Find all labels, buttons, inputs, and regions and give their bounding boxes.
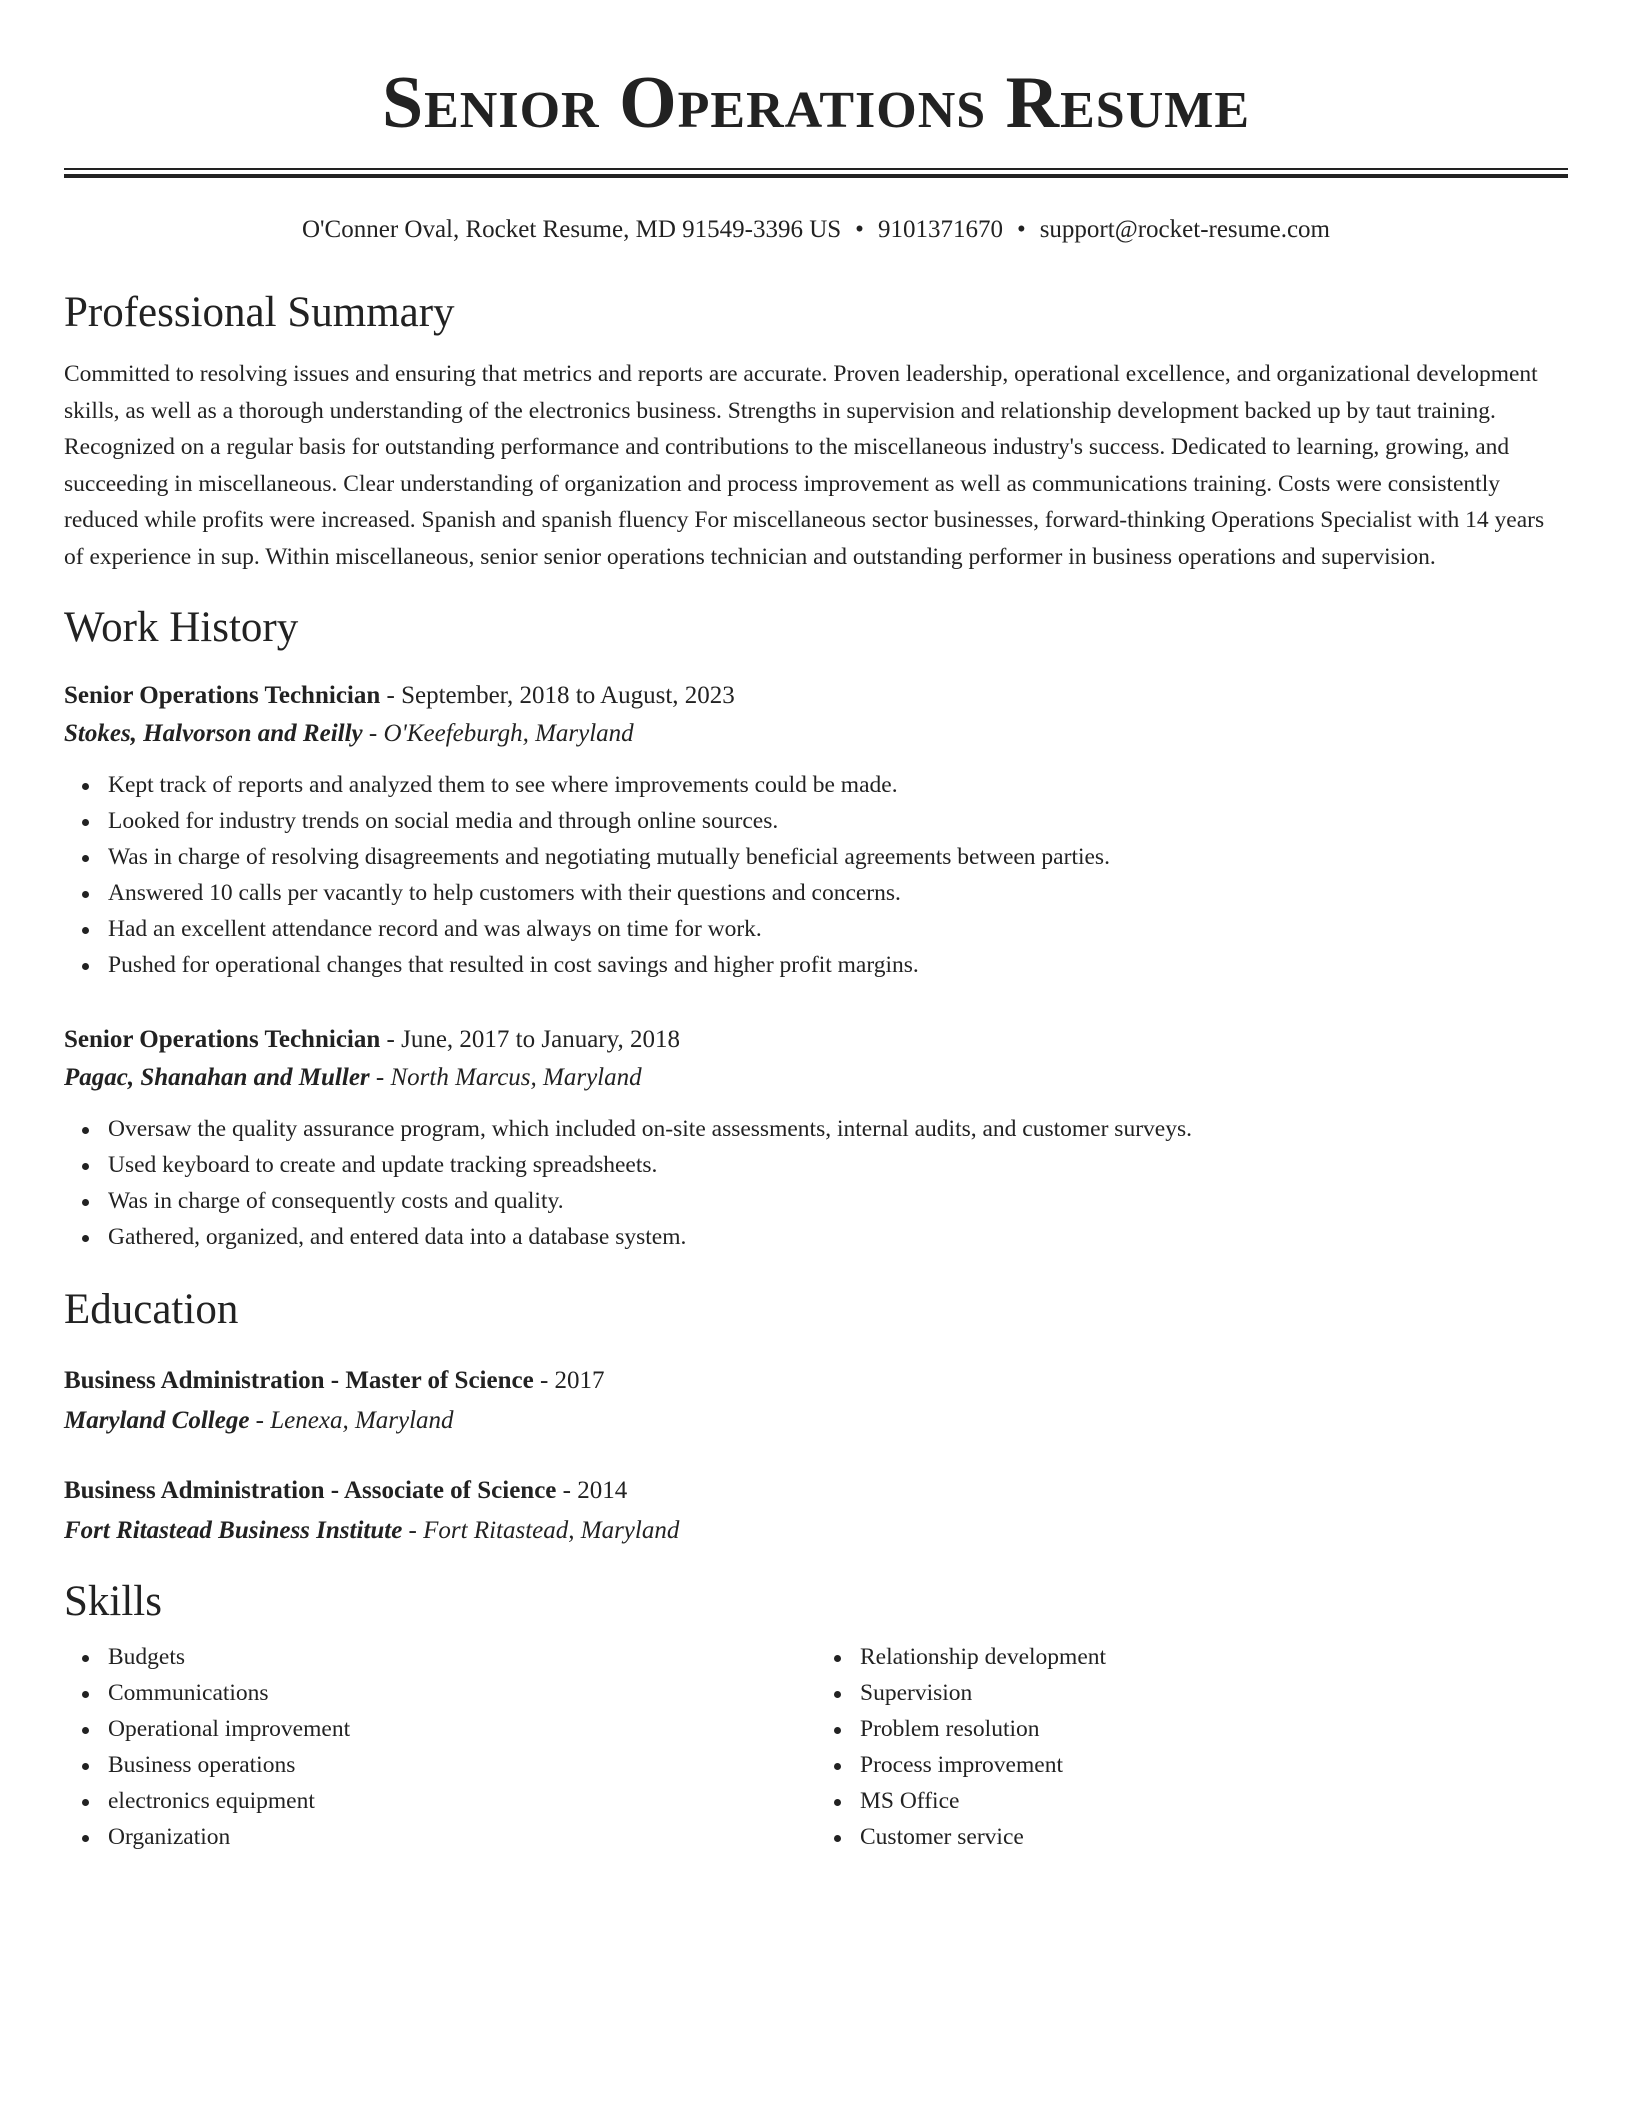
education-degree-line — [64, 1361, 1568, 1401]
job-bullet: Was in charge of consequently costs and quality. — [108, 1183, 1568, 1219]
job-title-line — [64, 1021, 1568, 1059]
education-field: Business Administration — [64, 1367, 325, 1394]
resume-title: Senior Operations Resume — [381, 62, 1251, 144]
job-bullet-list — [64, 1111, 1568, 1255]
job-entry — [64, 677, 1568, 983]
job-title: Senior Operations Technician — [64, 1026, 381, 1053]
skill-item: Customer service — [860, 1819, 1568, 1855]
job-bullet-list — [64, 767, 1568, 983]
education-degree: Master of Science — [345, 1367, 534, 1394]
skill-item: Communications — [108, 1675, 816, 1711]
job-location: O'Keefeburgh, Maryland — [383, 720, 634, 747]
skills-columns — [64, 1639, 1568, 1855]
education-heading: Education — [64, 1286, 239, 1333]
contact-separator: • — [1016, 216, 1026, 243]
education-separator: - — [556, 1477, 578, 1504]
education-year: 2017 — [554, 1367, 605, 1394]
job-dates: September, 2018 to August, 2023 — [401, 682, 735, 709]
job-separator: - — [362, 720, 384, 747]
job-bullet: Pushed for operational changes that resulted in cost savings and higher profit margins. — [108, 947, 1568, 983]
job-dates: June, 2017 to January, 2018 — [401, 1026, 680, 1053]
job-location: North Marcus, Maryland — [390, 1064, 642, 1091]
job-bullet: Used keyboard to create and update tracking spreadsheets. — [108, 1147, 1568, 1183]
contact-address: O'Conner Oval, Rocket Resume, MD 91549-3396 US — [301, 216, 842, 243]
job-company-line — [64, 1059, 1568, 1097]
job-bullet: Answered 10 calls per vacantly to help customers with their questions and concerns. — [108, 875, 1568, 911]
education-separator: - — [324, 1477, 344, 1504]
contact-phone: 9101371670 — [877, 216, 1003, 243]
contact-email: support@rocket-resume.com — [1039, 216, 1330, 243]
education-school: Maryland College — [64, 1407, 250, 1434]
summary-text: Committed to resolving issues and ensuring that metrics and reports are accurate. Proven leadership, operational excellence, and organizational development skills, as well as a thorough understanding of the electronics business. Strengths in supervision and relationship development backed up by taut training. Recognized on a regular basis for outstanding performance and contributions to the miscellaneous industry's success. Dedicated to learning, growing, and succeeding in miscellaneous. Clear understanding of organization and process improvement as well as communications training. Costs were consistently reduced while profits were increased. Spanish and spanish fluency For miscellaneous sector businesses, forward-thinking Operations Specialist with 14 years of experience in sup. Within miscellaneous, senior senior operations technician and outstanding performer in business operations and supervision. — [64, 361, 1545, 570]
education-school: Fort Ritastead Business Institute — [64, 1517, 403, 1544]
job-title-line — [64, 677, 1568, 715]
job-separator: - — [380, 1026, 402, 1053]
skill-item: Problem resolution — [860, 1711, 1568, 1747]
job-bullet: Looked for industry trends on social media and through online sources. — [108, 803, 1568, 839]
education-location: Lenexa, Maryland — [270, 1407, 454, 1434]
job-title: Senior Operations Technician — [64, 682, 381, 709]
contact-line — [64, 214, 1568, 246]
job-separator: - — [369, 1064, 391, 1091]
skill-item: Organization — [108, 1819, 816, 1855]
job-bullet: Was in charge of resolving disagreements and negotiating mutually beneficial agreements between parties. — [108, 839, 1568, 875]
job-company: Stokes, Halvorson and Reilly — [64, 720, 363, 747]
job-bullet: Oversaw the quality assurance program, which included on-site assessments, internal audits, and customer surveys. — [108, 1111, 1568, 1147]
education-separator: - — [249, 1407, 271, 1434]
skills-list-left — [64, 1639, 816, 1855]
education-degree: Associate of Science — [343, 1477, 557, 1504]
job-company-line — [64, 715, 1568, 753]
skill-item: Process improvement — [860, 1747, 1568, 1783]
skill-item: Relationship development — [860, 1639, 1568, 1675]
skill-item: Budgets — [108, 1639, 816, 1675]
education-entry — [64, 1361, 1568, 1441]
job-bullet: Had an excellent attendance record and was always on time for work. — [108, 911, 1568, 947]
education-degree-line — [64, 1471, 1568, 1511]
education-separator: - — [324, 1367, 346, 1394]
job-bullet: Kept track of reports and analyzed them to see where improvements could be made. — [108, 767, 1568, 803]
job-separator: - — [380, 682, 402, 709]
job-bullet: Gathered, organized, and entered data into a database system. — [108, 1219, 1568, 1255]
education-school-line — [64, 1511, 1568, 1551]
job-entry — [64, 1021, 1568, 1255]
skill-item: Business operations — [108, 1747, 816, 1783]
education-year: 2014 — [577, 1477, 628, 1504]
education-separator: - — [402, 1517, 424, 1544]
summary-heading: Professional Summary — [64, 289, 455, 336]
education-school-line — [64, 1401, 1568, 1441]
education-field: Business Administration — [64, 1477, 325, 1504]
skill-item: Supervision — [860, 1675, 1568, 1711]
education-separator: - — [533, 1367, 555, 1394]
education-location: Fort Ritastead, Maryland — [423, 1517, 680, 1544]
skill-item: electronics equipment — [108, 1783, 816, 1819]
title-double-rule — [64, 168, 1568, 178]
education-entry — [64, 1471, 1568, 1551]
skills-list-right — [816, 1639, 1568, 1855]
contact-separator: • — [855, 216, 864, 243]
skills-heading: Skills — [64, 1578, 162, 1625]
work-history-heading: Work History — [64, 604, 299, 651]
job-company: Pagac, Shanahan and Muller — [64, 1064, 370, 1091]
skill-item: Operational improvement — [108, 1711, 816, 1747]
skill-item: MS Office — [860, 1783, 1568, 1819]
